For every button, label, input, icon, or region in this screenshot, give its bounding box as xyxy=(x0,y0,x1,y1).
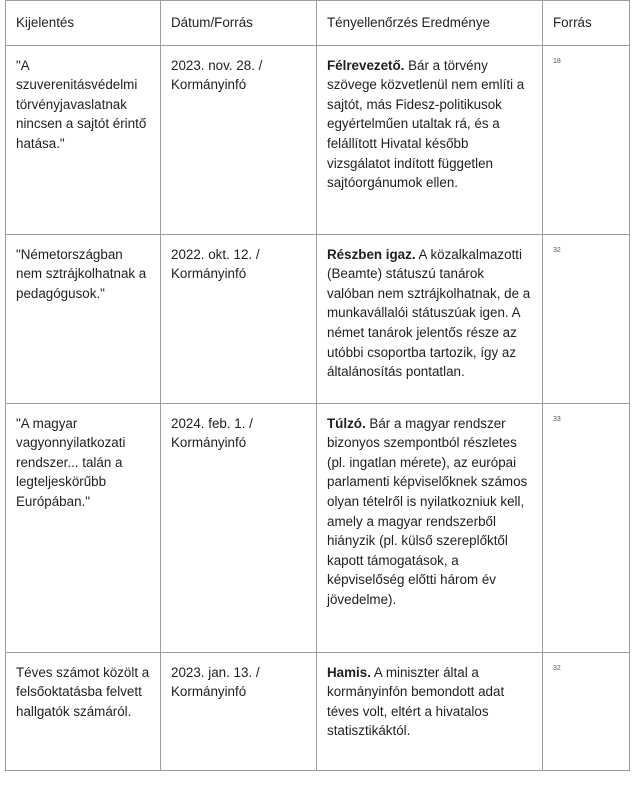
verdict-label: Részben igaz. xyxy=(327,246,416,262)
result-cell xyxy=(317,45,543,234)
table-row xyxy=(6,234,630,403)
date-source-cell: 2024. feb. 1. / Kormányinfó xyxy=(161,403,317,652)
source-cell xyxy=(543,403,630,652)
date-source-cell: 2022. okt. 12. / Kormányinfó xyxy=(161,234,317,403)
source-reference[interactable]: 18 xyxy=(553,57,561,65)
table-header-row xyxy=(6,1,630,46)
header-date-source: Dátum/Forrás xyxy=(161,1,317,46)
verdict-label: Hamis. xyxy=(327,664,371,680)
claim-cell: "A szuverenitásvédelmi törvényjavaslatnak nincsen a sajtót érintő hatása." xyxy=(6,45,161,234)
claim-cell: "A magyar vagyonnyilatkozati rendszer... talán a legteljeskörűbb Európában." xyxy=(6,403,161,652)
result-explanation: A közalkalmazotti (Beamte) státuszú tanárok valóban nem sztrájkolhatnak, de a munkavállalói státuszúak igen. A német tanárok jelentős része az utóbbi csoportba tartozik, így az általánosítás pontatlan. xyxy=(327,246,531,380)
source-cell xyxy=(543,234,630,403)
source-reference[interactable]: 32 xyxy=(553,246,561,254)
result-cell xyxy=(317,403,543,652)
source-cell xyxy=(543,652,630,770)
date-source-cell: 2023. jan. 13. / Kormányinfó xyxy=(161,652,317,770)
header-fact-check-result: Tényellenőrzés Eredménye xyxy=(317,1,543,46)
verdict-label: Túlzó. xyxy=(327,415,366,431)
header-claim: Kijelentés xyxy=(6,1,161,46)
result-explanation: A miniszter által a kormányinfón bemondott adat téves volt, eltért a hivatalos statisztikáktól. xyxy=(327,664,505,739)
result-explanation: Bár a törvény szövege közvetlenül nem említi a sajtót, más Fidesz-politikusok egyértelműen utaltak rá, és a felállított Hivatal később vizsgálatot indított független sajtóorgánumok ellen. xyxy=(327,57,525,191)
date-source-cell: 2023. nov. 28. / Kormányinfó xyxy=(161,45,317,234)
verdict-label: Félrevezető. xyxy=(327,57,405,73)
result-explanation: Bár a magyar rendszer bizonyos szempontból részletes (pl. ingatlan mérete), az európai parlamenti képviselőknek számos olyan tételről is nyilatkozniuk kell, amely a magyar rendszerből hiányzik (pl. külső szereplőktől kapott támogatások, a képviselőség előtti három év jövedelme). xyxy=(327,415,528,607)
claim-cell: Téves számot közölt a felsőoktatásba felvett hallgatók számáról. xyxy=(6,652,161,770)
fact-check-table xyxy=(5,0,630,771)
result-cell xyxy=(317,234,543,403)
table-row xyxy=(6,45,630,234)
source-reference[interactable]: 32 xyxy=(553,664,561,672)
claim-cell: "Németországban nem sztrájkolhatnak a pedagógusok." xyxy=(6,234,161,403)
source-cell xyxy=(543,45,630,234)
table-row xyxy=(6,652,630,770)
header-source: Forrás xyxy=(543,1,630,46)
result-cell xyxy=(317,652,543,770)
source-reference[interactable]: 33 xyxy=(553,415,561,423)
table-row xyxy=(6,403,630,652)
